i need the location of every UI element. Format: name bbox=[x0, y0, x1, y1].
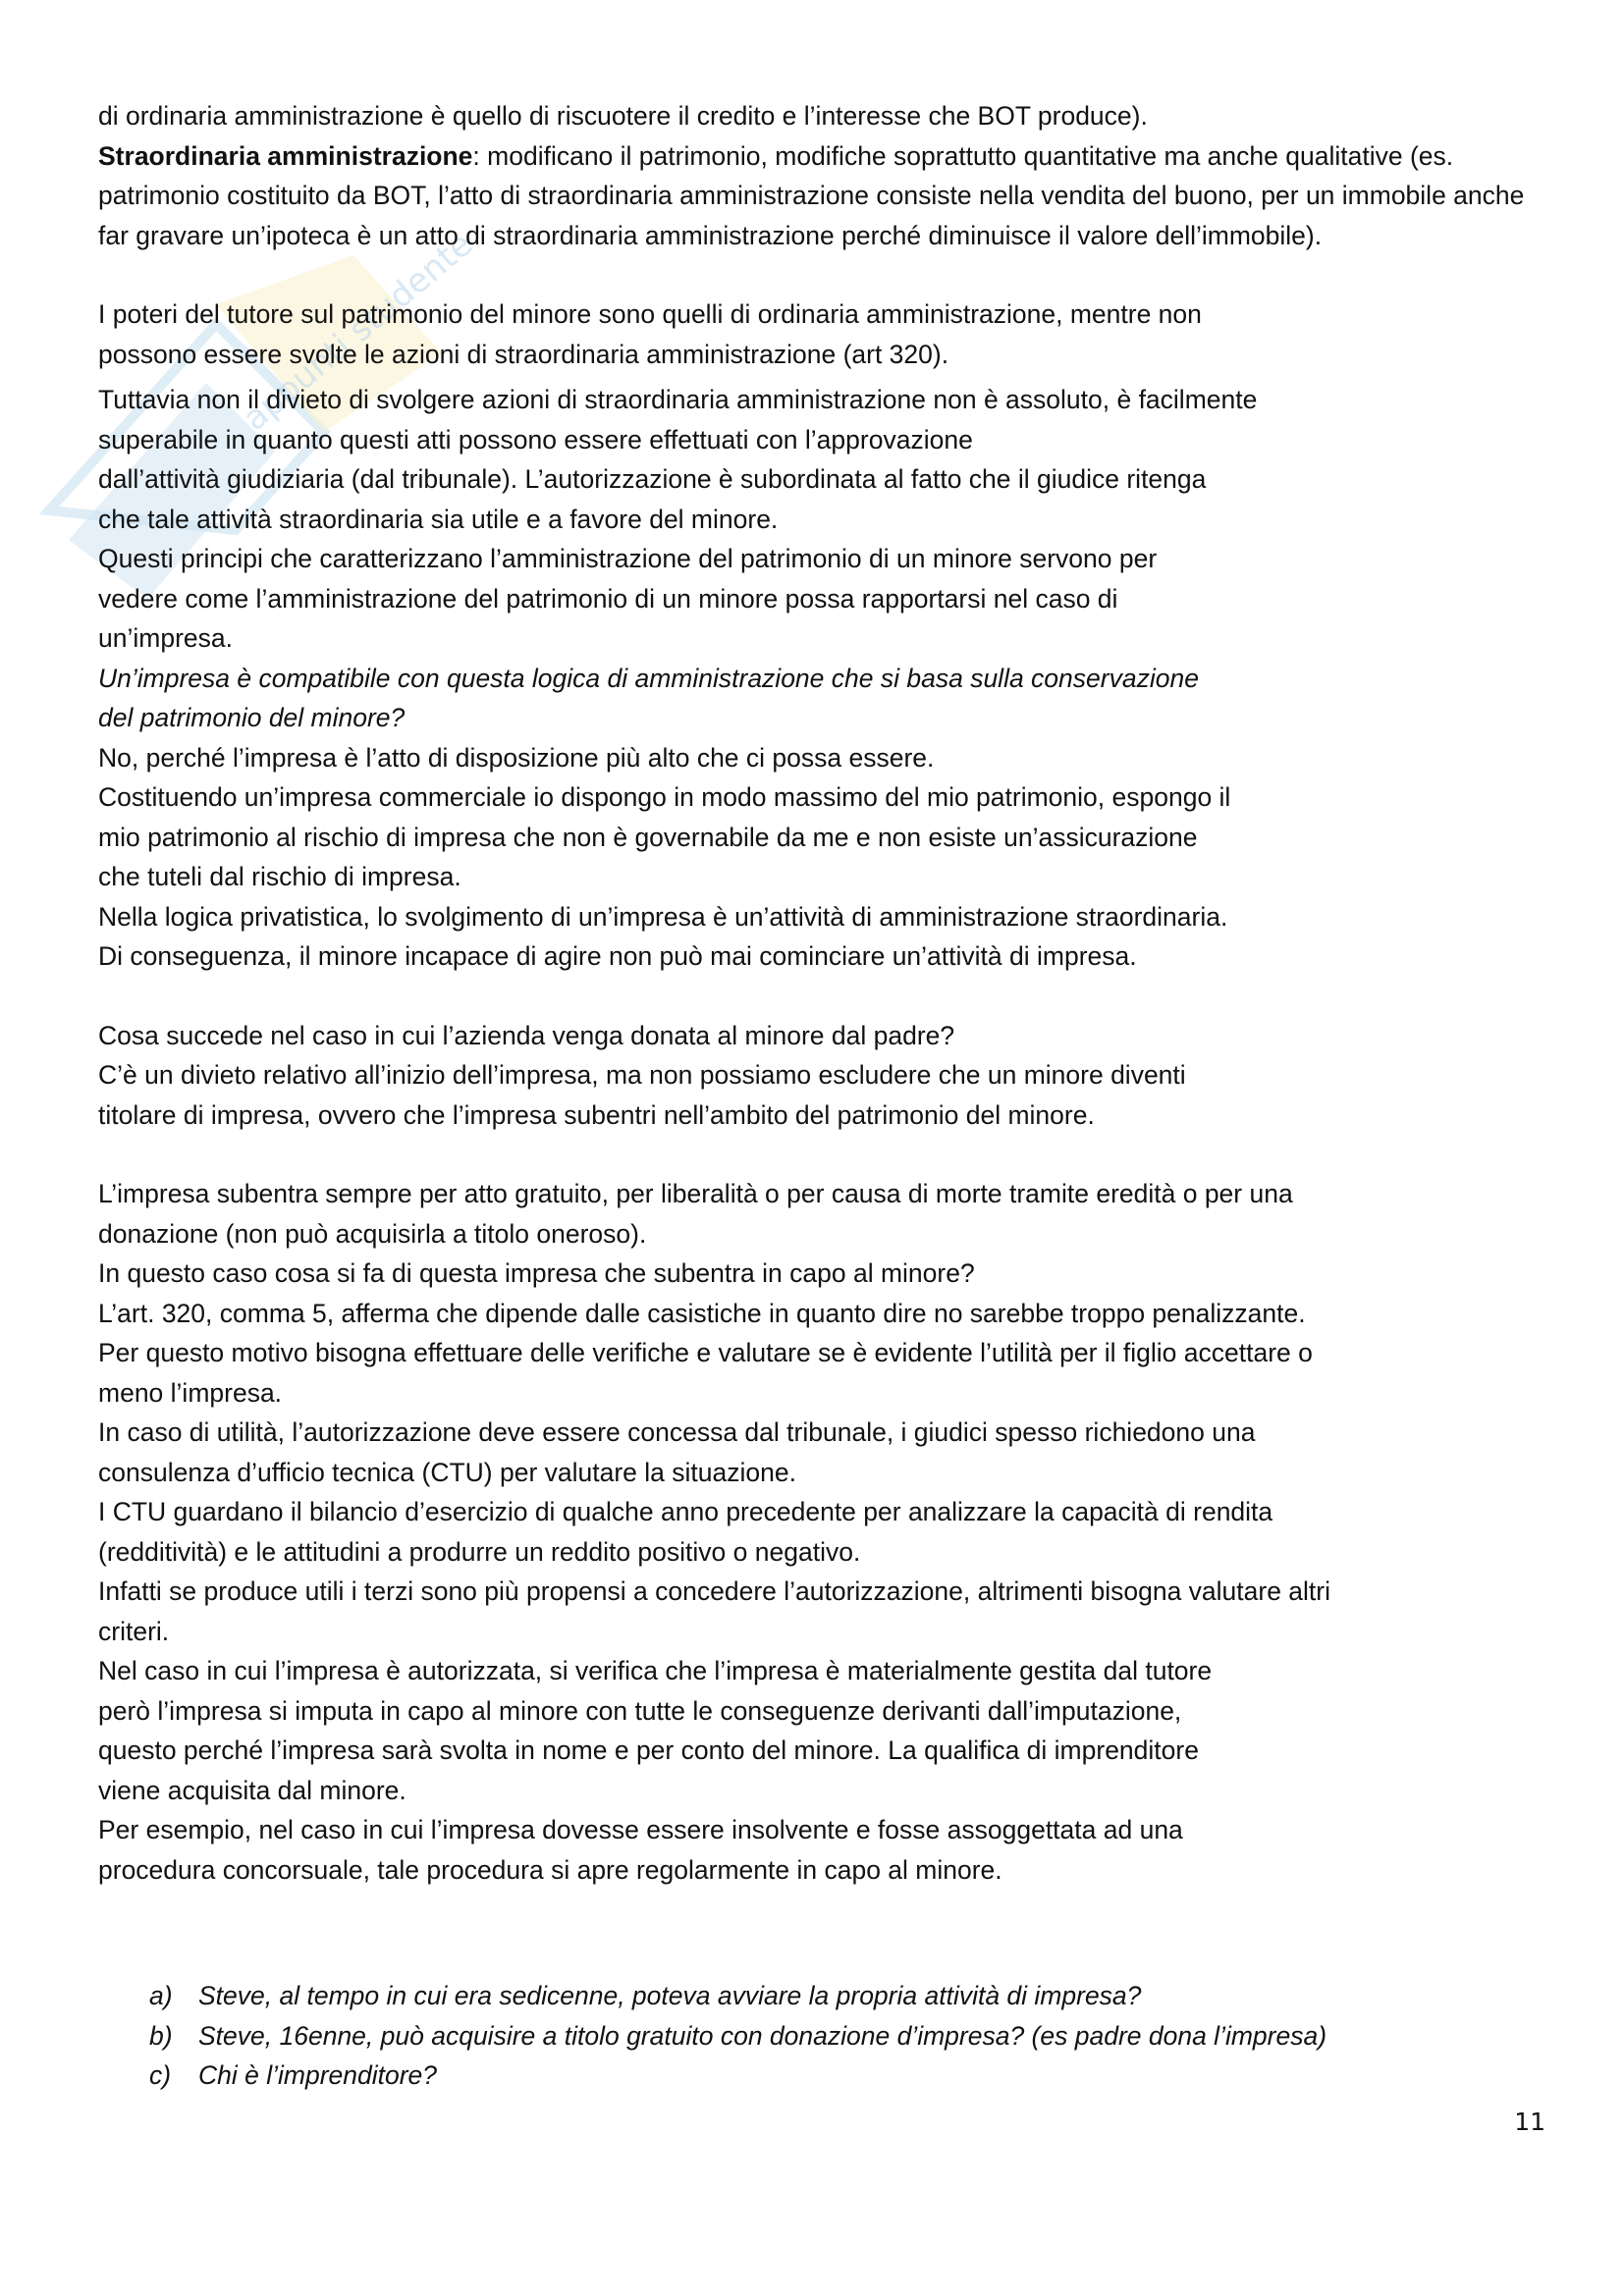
paragraph-line: meno l’impresa. bbox=[98, 1377, 283, 1408]
paragraph-text: : modificano il patrimonio, modifiche soprattutto quantitative ma anche qualitative (es. patrimonio costituito da BOT, l’atto di straordinaria amministrazione consiste nella vendita del buono, per un immobile anche far gravare un’ipoteca è un atto di straordinaria amministrazione perché diminuisce il valore dell’immobile). bbox=[98, 140, 1525, 250]
question-list bbox=[98, 1976, 1542, 2096]
list-item bbox=[98, 1976, 1542, 2016]
list-item-text: Steve, al tempo in cui era sedicenne, poteva avviare la propria attività di impresa? bbox=[198, 1981, 1142, 2010]
list-marker: b) bbox=[149, 2020, 173, 2051]
paragraph-line: un’impresa. bbox=[98, 623, 233, 653]
paragraph-line: Per esempio, nel caso in cui l’impresa dovesse essere insolvente e fosse assoggettata ad una bbox=[98, 1815, 1183, 1844]
paragraph-line: Nel caso in cui l’impresa è autorizzata, si verifica che l’impresa è materialmente gestita dal tutore bbox=[98, 1656, 1213, 1685]
paragraph-line: Questi principi che caratterizzano l’amministrazione del patrimonio di un minore servono per bbox=[98, 544, 1158, 573]
paragraph-line: titolare di impresa, ovvero che l’impresa subentri nell’ambito del patrimonio del minore. bbox=[98, 1099, 1095, 1130]
paragraph-line: (redditività) e le attitudini a produrre un reddito positivo o negativo. bbox=[98, 1536, 861, 1567]
paragraph-line: Cosa succede nel caso in cui l’azienda venga donata al minore dal padre? bbox=[98, 1020, 955, 1050]
paragraph-line: che tuteli dal rischio di impresa. bbox=[98, 862, 461, 891]
paragraph-line: L’impresa subentra sempre per atto gratuito, per liberalità o per causa di morte tramite eredità o per una bbox=[98, 1179, 1293, 1208]
paragraph-line: criteri. bbox=[98, 1616, 170, 1646]
paragraph-line: I CTU guardano il bilancio d’esercizio di qualche anno precedente per analizzare la capacità di rendita bbox=[98, 1497, 1273, 1526]
list-item bbox=[98, 2016, 1542, 2056]
paragraph-line: Nella logica privatistica, lo svolgimento di un’impresa è un’attività di amministrazione straordinaria. bbox=[98, 901, 1228, 932]
list-item bbox=[98, 2056, 1542, 2096]
paragraph-line: Infatti se produce utili i terzi sono più propensi a concedere l’autorizzazione, altrimenti bisogna valutare altri bbox=[98, 1576, 1331, 1606]
bold-term: Straordinaria amministrazione bbox=[98, 140, 473, 171]
paragraph-line: però l’impresa si imputa in capo al minore con tutte le conseguenze derivanti dall’imputazione, bbox=[98, 1695, 1182, 1726]
paragraph-line: viene acquisita dal minore. bbox=[98, 1775, 406, 1805]
paragraph-line: I poteri del tutore sul patrimonio del minore sono quelli di ordinaria amministrazione, mentre non bbox=[98, 299, 1202, 329]
paragraph-line: Per questo motivo bisogna effettuare delle verifiche e valutare se è evidente l’utilità per il figlio accettare o bbox=[98, 1338, 1313, 1367]
paragraph-line: donazione (non può acquisirla a titolo oneroso). bbox=[98, 1218, 647, 1249]
paragraph-line: possono essere svolte le azioni di straordinaria amministrazione (art 320). bbox=[98, 339, 949, 369]
paragraph-line: dall’attività giudiziaria (dal tribunale). L’autorizzazione è subordinata al fatto che il giudice ritenga bbox=[98, 464, 1207, 494]
question-line: Un’impresa è compatibile con questa logica di amministrazione che si basa sulla conservazione bbox=[98, 663, 1199, 693]
paragraph-line: In questo caso cosa si fa di questa impresa che subentra in capo al minore? bbox=[98, 1258, 975, 1288]
paragraph-line: Tuttavia non il divieto di svolgere azioni di straordinaria amministrazione non è assoluto, è facilmente bbox=[98, 385, 1258, 414]
list-marker: a) bbox=[149, 1981, 173, 2010]
paragraph-line: procedura concorsuale, tale procedura si apre regolarmente in capo al minore. bbox=[98, 1854, 1002, 1885]
list-item-text: Steve, 16enne, può acquisire a titolo gratuito con donazione d’impresa? (es padre dona l’impresa) bbox=[198, 2020, 1327, 2051]
paragraph-line: vedere come l’amministrazione del patrimonio di un minore possa rapportarsi nel caso di bbox=[98, 583, 1118, 614]
paragraph-line: Costituendo un’impresa commerciale io dispongo in modo massimo del mio patrimonio, espongo il bbox=[98, 782, 1231, 812]
paragraph bbox=[98, 136, 1542, 256]
list-item-text: Chi è l’imprenditore? bbox=[198, 2060, 438, 2090]
paragraph-line: Di conseguenza, il minore incapace di agire non può mai cominciare un’attività di impresa. bbox=[98, 941, 1137, 971]
list-marker: c) bbox=[149, 2060, 172, 2090]
paragraph-line: No, perché l’impresa è l’atto di disposizione più alto che ci possa essere. bbox=[98, 742, 935, 773]
paragraph-line: mio patrimonio al rischio di impresa che non è governabile da me e non esiste un’assicurazione bbox=[98, 822, 1198, 852]
paragraph: di ordinaria amministrazione è quello di riscuotere il credito e l’interesse che BOT produce). bbox=[98, 101, 1148, 131]
question-line: del patrimonio del minore? bbox=[98, 703, 406, 732]
paragraph-line: L’art. 320, comma 5, afferma che dipende dalle casistiche in quanto dire no sarebbe troppo penalizzante. bbox=[98, 1298, 1306, 1328]
watermark-text: appunti studente bbox=[236, 224, 481, 439]
document-body bbox=[98, 96, 1542, 2096]
paragraph-line: questo perché l’impresa sarà svolta in nome e per conto del minore. La qualifica di imprenditore bbox=[98, 1735, 1199, 1765]
paragraph-line: superabile in quanto questi atti possono essere effettuati con l’approvazione bbox=[98, 424, 973, 454]
paragraph-line: consulenza d’ufficio tecnica (CTU) per valutare la situazione. bbox=[98, 1457, 796, 1487]
paragraph-line: In caso di utilità, l’autorizzazione deve essere concessa dal tribunale, i giudici spesso richiedono una bbox=[98, 1417, 1256, 1447]
paragraph-line: C’è un divieto relativo all’inizio dell’impresa, ma non possiamo escludere che un minore diventi bbox=[98, 1060, 1186, 1090]
paragraph-line: che tale attività straordinaria sia utile e a favore del minore. bbox=[98, 504, 779, 534]
page-number: 11 bbox=[1514, 2108, 1545, 2136]
